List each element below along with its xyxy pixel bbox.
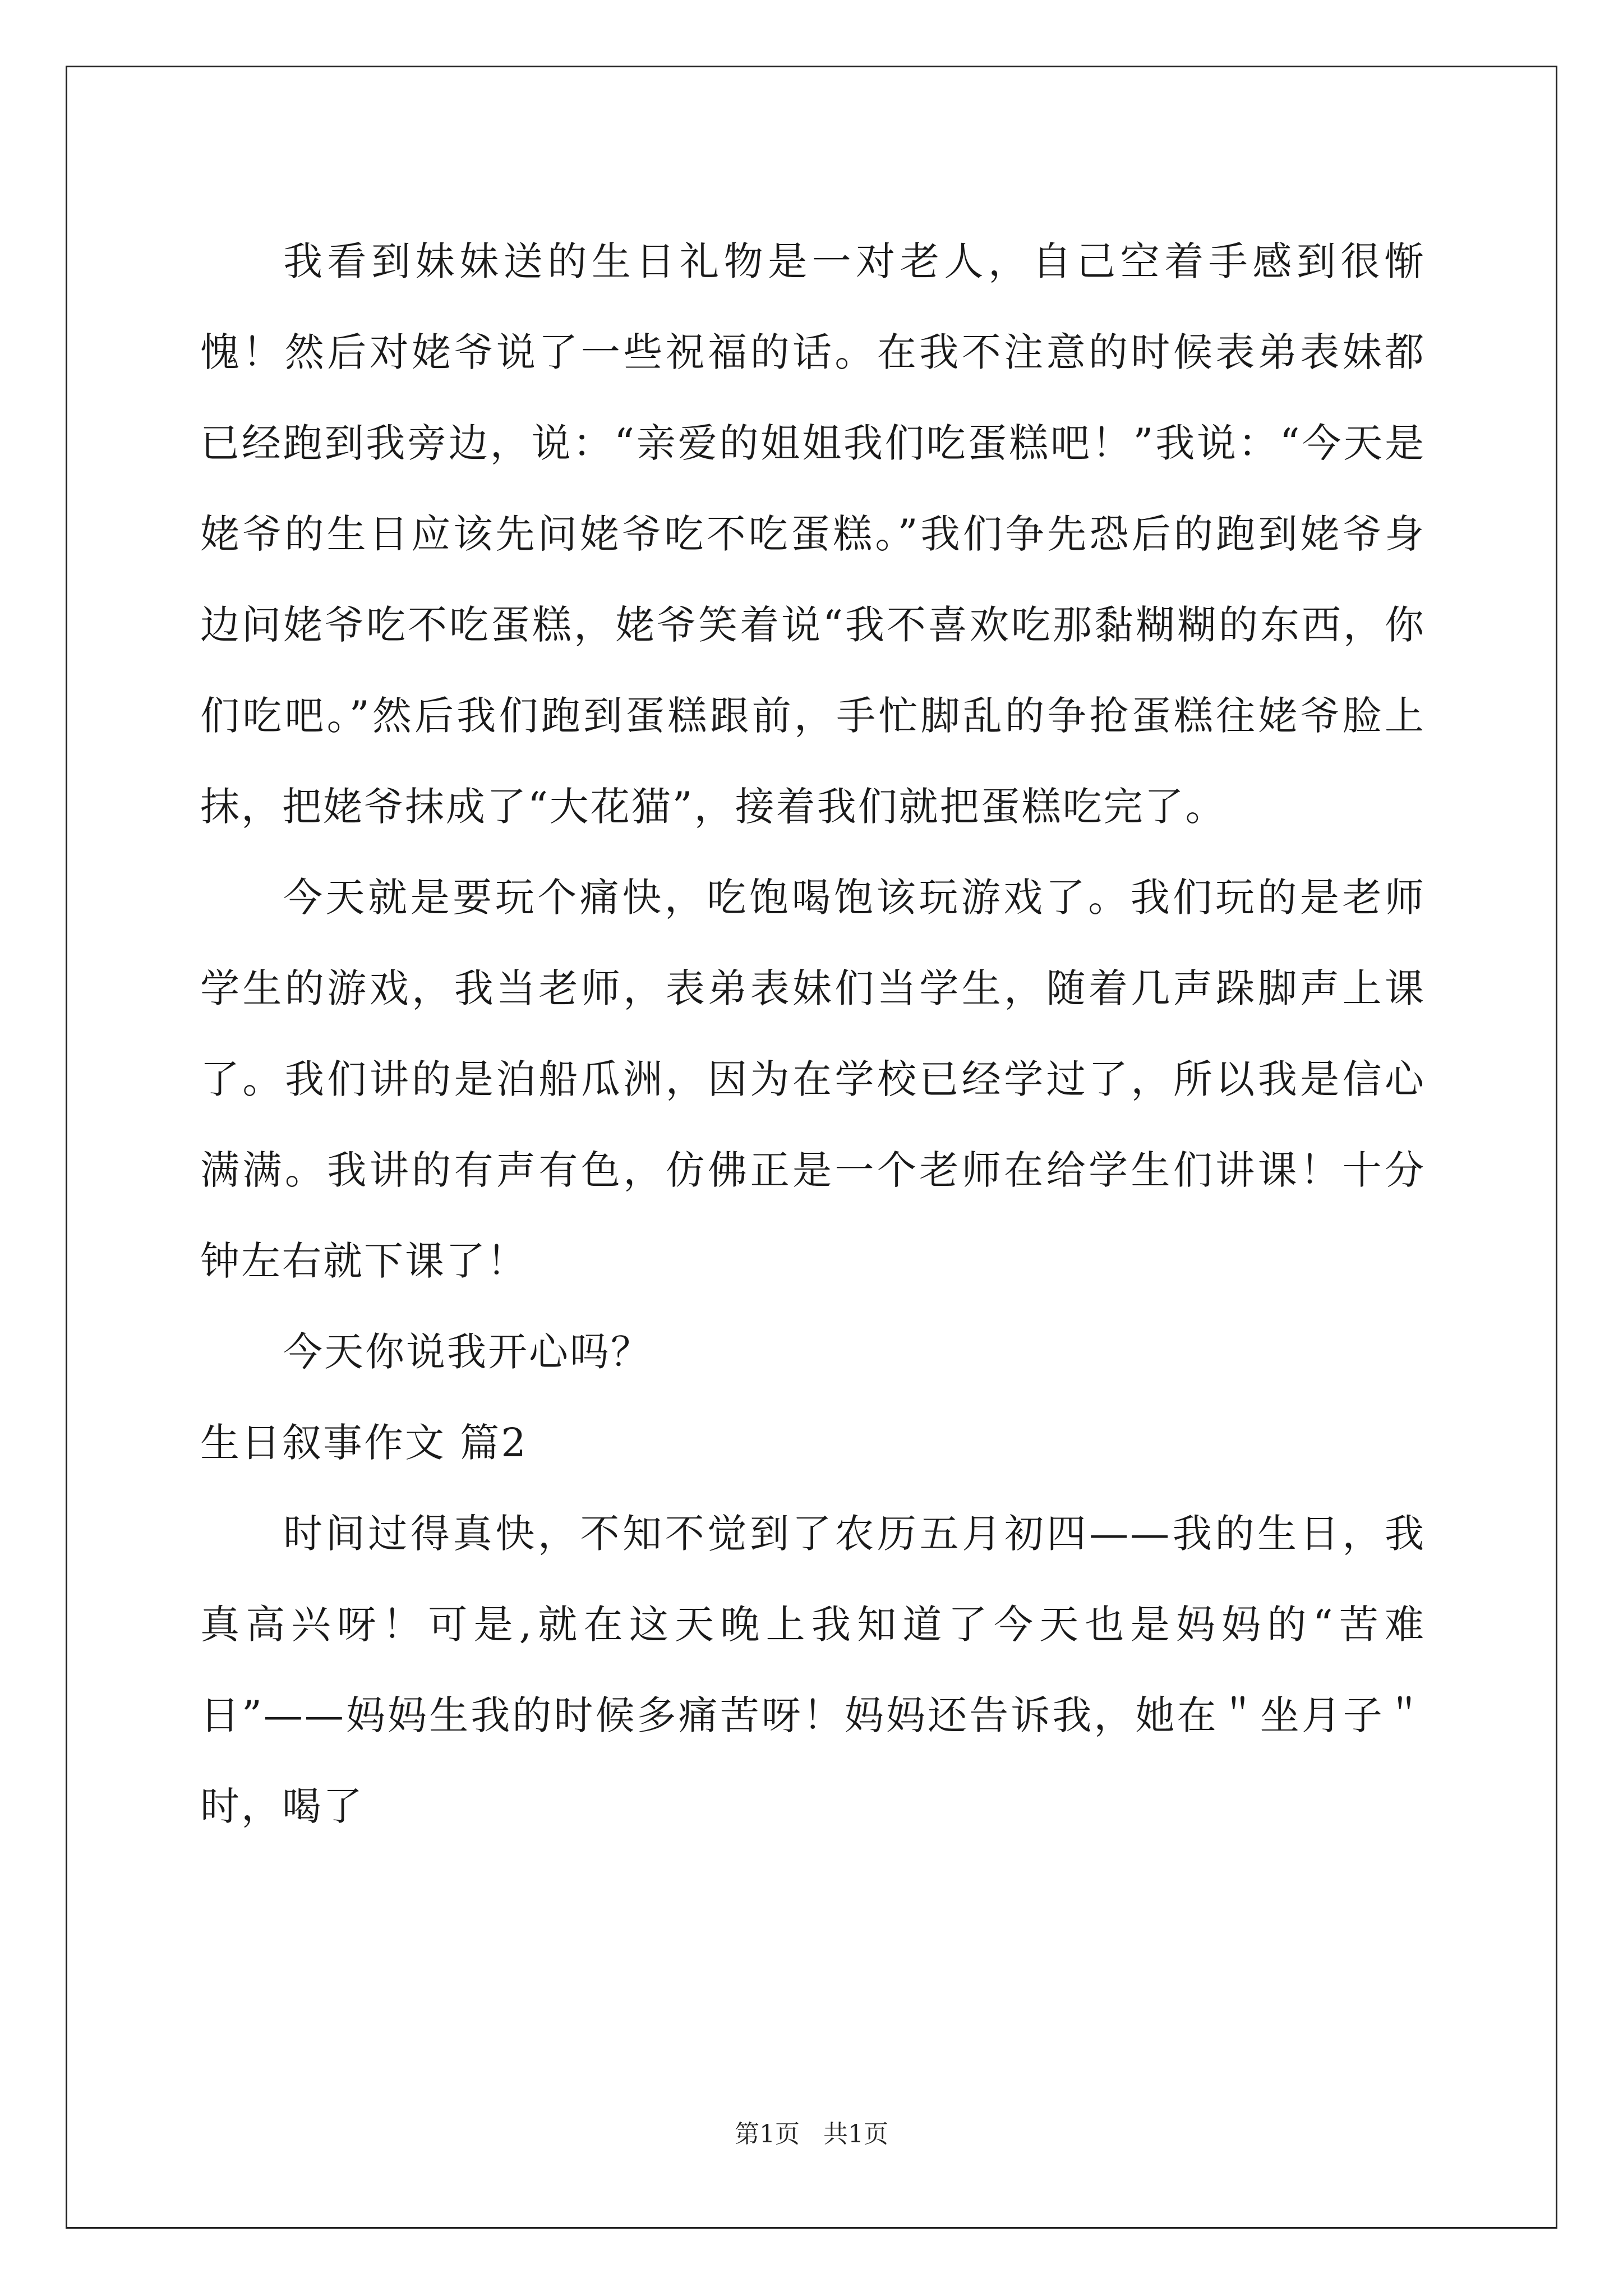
document-body <box>200 216 1426 1852</box>
page-number-current: 第1页 <box>735 2120 800 2148</box>
paragraph-1: 我看到妹妹送的生日礼物是一对老人，自己空着手感到很惭愧！然后对姥爷说了一些祝福的话。在我不注意的时候表弟表妹都已经跑到我旁边，说：“亲爱的姐姐我们吃蛋糕吧！”我说：“今天是姥爷的生日应该先问姥爷吃不吃蛋糕。”我们争先恐后的跑到姥爷身边问姥爷吃不吃蛋糕，姥爷笑着说“我不喜欢吃那黏糊糊的东西，你们吃吧。”然后我们跑到蛋糕跟前，手忙脚乱的争抢蛋糕往姥爷脸上抹，把姥爷抹成了“大花猫”，接着我们就把蛋糕吃完了。 <box>200 238 1426 830</box>
paragraph-2: 今天就是要玩个痛快，吃饱喝饱该玩游戏了。我们玩的是老师学生的游戏，我当老师，表弟表妹们当学生，随着几声跺脚声上课了。我们讲的是泊船瓜洲，因为在学校已经学过了，所以我是信心满满。我讲的有声有色，仿佛正是一个老师在给学生们讲课！十分钟左右就下课了！ <box>200 875 1426 1284</box>
paragraph-3: 今天你说我开心吗？ <box>283 1329 652 1375</box>
section-title: 生日叙事作文 篇2 <box>200 1420 528 1466</box>
page-number-total: 共1页 <box>823 2120 888 2148</box>
paragraph-4: 时间过得真快，不知不觉到了农历五月初四——我的生日，我真高兴呀！可是,就在这天晚上我知道了今天也是妈妈的“苦难日”——妈妈生我的时候多痛苦呀！妈妈还告诉我，她在＂坐月子＂时，喝了 <box>200 1511 1426 1829</box>
page-footer <box>0 2118 1623 2151</box>
